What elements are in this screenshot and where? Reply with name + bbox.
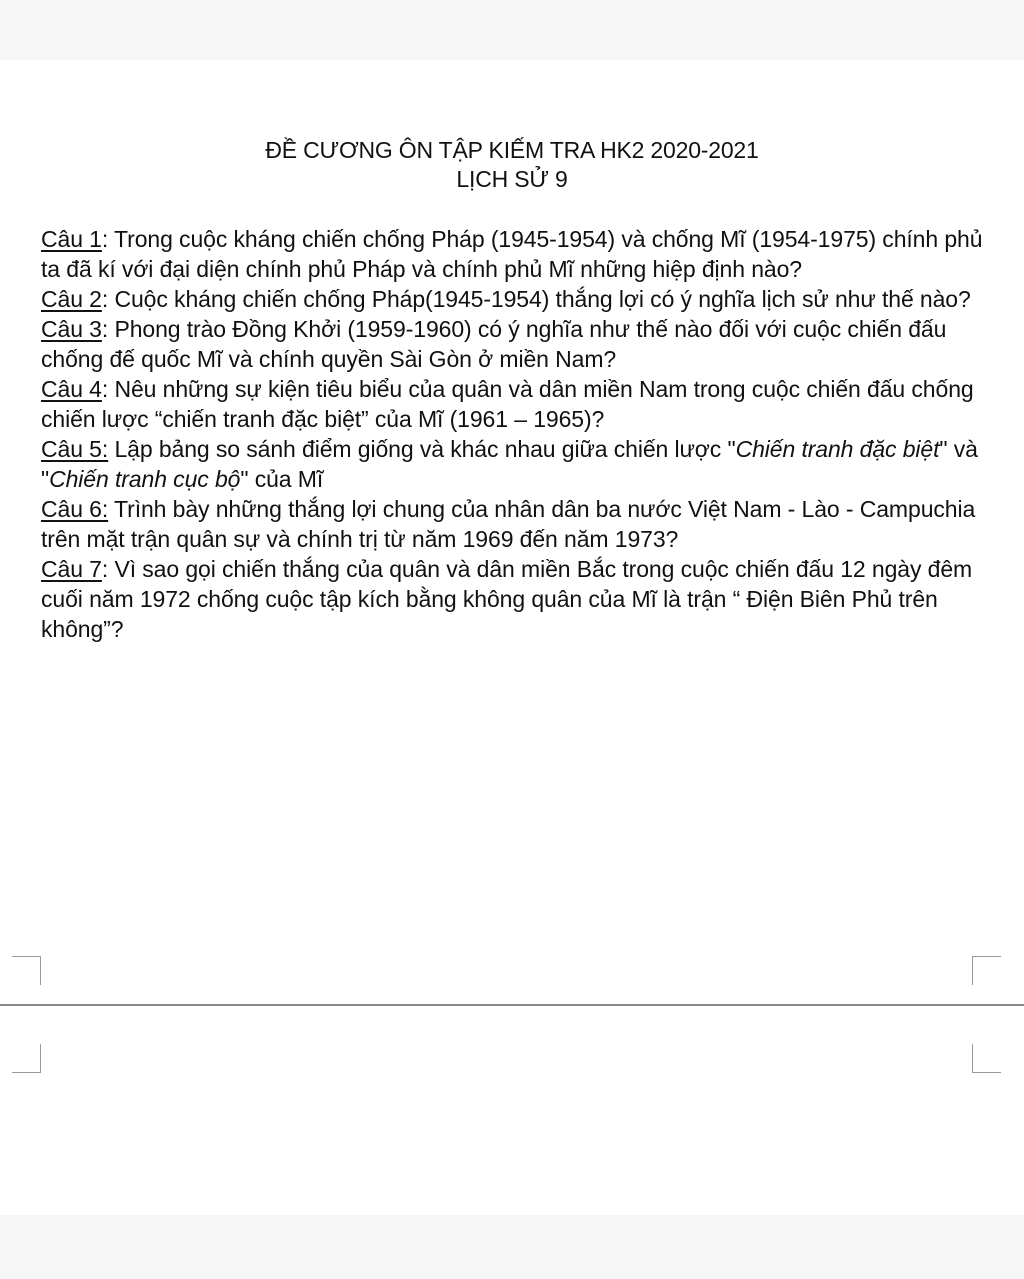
question-text: Trình bày những thắng lợi chung của nhân dân ba nước Việt Nam - Lào - Campuchia trên mặt trận quân sự và chính trị từ năm 1969 đến năm 1973?: [41, 496, 976, 552]
question-text: : Nêu những sự kiện tiêu biểu của quân và dân miền Nam trong cuộc chiến đấu chống chiến lược “chiến tranh đặc biệt” của Mĩ (1961 – 1965)?: [41, 376, 974, 432]
question-5: [41, 434, 991, 494]
question-4: [41, 374, 991, 434]
top-margin: [0, 0, 1024, 60]
question-label: Câu 2: [41, 286, 102, 312]
title-line-1: ĐỀ CƯƠNG ÔN TẬP KIẾM TRA HK2 2020-2021: [265, 137, 759, 163]
question-text-italic: Chiến tranh cục bộ: [49, 466, 241, 492]
question-text: : Cuộc kháng chiến chống Pháp(1945-1954) thắng lợi có ý nghĩa lịch sử như thế nào?: [101, 286, 971, 312]
bottom-margin: [0, 1215, 1024, 1279]
question-label: Câu 7: [41, 556, 102, 582]
question-text: " của Mĩ: [240, 466, 324, 492]
crop-mark-top-right-icon: [972, 956, 1001, 985]
document-title: [0, 136, 1024, 194]
question-3: [41, 314, 991, 374]
question-text: : Phong trào Đồng Khởi (1959-1960) có ý nghĩa như thế nào đối với cuộc chiến đấu chống đế quốc Mĩ và chính quyền Sài Gòn ở miền Nam?: [41, 316, 947, 372]
question-1: [41, 224, 991, 284]
question-text: Lập bảng so sánh điểm giống và khác nhau giữa chiến lược ": [108, 436, 736, 462]
document-page-2: [0, 1007, 1024, 1215]
title-line-2: LỊCH SỬ 9: [456, 166, 568, 192]
question-text-italic: Chiến tranh đặc biệt: [735, 436, 940, 462]
crop-mark-bottom-left-icon: [12, 1044, 41, 1073]
question-list: [41, 224, 991, 644]
question-text: : Vì sao gọi chiến thắng của quân và dân miền Bắc trong cuộc chiến đấu 12 ngày đêm cuối năm 1972 chống cuộc tập kích bằng không quân của Mĩ là trận “ Điện Biên Phủ trên không”?: [41, 556, 973, 642]
question-2: [41, 284, 991, 314]
question-text: : Trong cuộc kháng chiến chống Pháp (1945-1954) và chống Mĩ (1954-1975) chính phủ ta đã kí với đại diện chính phủ Pháp và chính phủ Mĩ những hiệp định nào?: [41, 226, 983, 282]
question-6: [41, 494, 991, 554]
question-label: Câu 5:: [41, 436, 109, 462]
crop-mark-bottom-right-icon: [972, 1044, 1001, 1073]
question-text: " và ": [41, 436, 978, 492]
question-7: [41, 554, 991, 644]
page-break-line: [0, 1004, 1024, 1006]
question-label: Câu 6:: [41, 496, 109, 522]
question-label: Câu 1: [41, 226, 102, 252]
question-label: Câu 3: [41, 316, 102, 342]
question-label: Câu 4: [41, 376, 102, 402]
crop-mark-top-left-icon: [12, 956, 41, 985]
